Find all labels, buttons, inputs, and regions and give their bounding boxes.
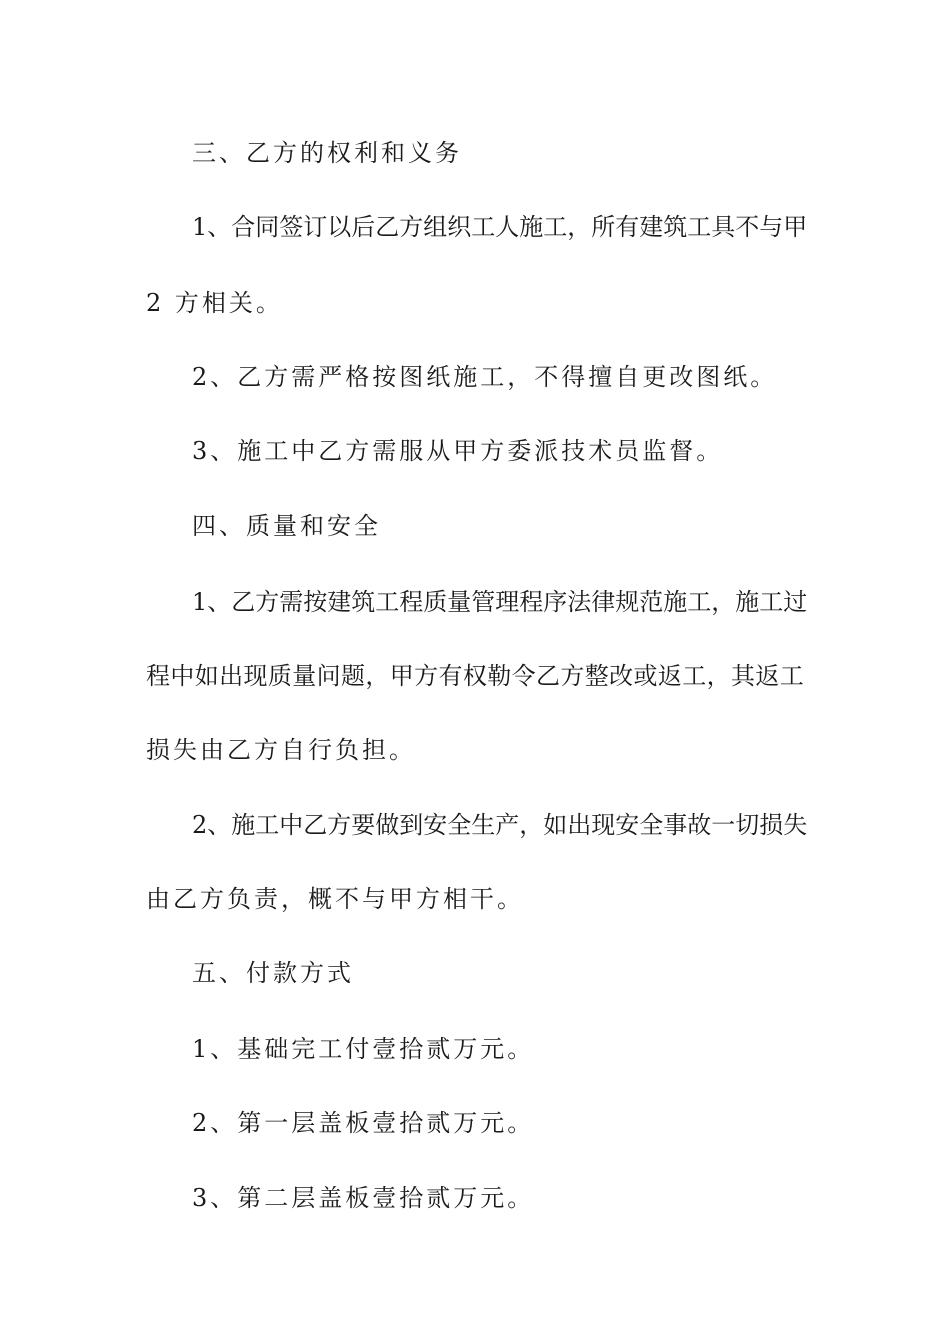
text-glyph: 故 bbox=[687, 811, 712, 839]
text-glyph: 方 bbox=[255, 588, 280, 616]
text-glyph: 损 bbox=[759, 811, 784, 839]
text-glyph: 其 bbox=[731, 662, 755, 690]
text-glyph: 施 bbox=[735, 588, 760, 616]
text-glyph: 工 bbox=[543, 213, 568, 241]
text-glyph: ， bbox=[711, 588, 736, 616]
text-glyph: 乙 bbox=[231, 588, 256, 616]
text-glyph: 改 bbox=[609, 662, 634, 690]
text-glyph: 建 bbox=[639, 213, 664, 241]
text-glyph: 按 bbox=[303, 588, 328, 616]
text-glyph: 乙 bbox=[303, 811, 328, 839]
text-glyph: 安 bbox=[423, 811, 448, 839]
text-glyph: 工 bbox=[779, 662, 804, 690]
text-glyph: 要 bbox=[351, 811, 376, 839]
text-glyph: 乙 bbox=[536, 662, 560, 690]
text-glyph: 同 bbox=[255, 213, 280, 241]
text-glyph: 做 bbox=[375, 811, 400, 839]
paragraph-line: 由乙方负责，概不与甲方相干。 bbox=[146, 885, 524, 913]
text-glyph: 问 bbox=[316, 662, 341, 690]
text-glyph: 、 bbox=[207, 811, 232, 839]
text-glyph: 与 bbox=[759, 213, 784, 241]
paragraph-line: 3、施工中乙方需服从甲方委派技术员监督。 bbox=[192, 437, 724, 465]
text-glyph: 具 bbox=[711, 213, 736, 241]
text-glyph: 量 bbox=[292, 662, 317, 690]
text-glyph: 施 bbox=[663, 588, 688, 616]
text-glyph: 工 bbox=[759, 588, 784, 616]
text-glyph: 工 bbox=[687, 588, 712, 616]
text-glyph: 或 bbox=[633, 662, 658, 690]
text-glyph: 勒 bbox=[487, 662, 512, 690]
section-heading-3: 三、乙方的权利和义务 bbox=[192, 139, 462, 167]
text-glyph: 工 bbox=[471, 213, 496, 241]
text-glyph: 、 bbox=[207, 213, 232, 241]
text-glyph: 组 bbox=[423, 213, 448, 241]
text-glyph: 质 bbox=[267, 662, 292, 690]
text-glyph: 全 bbox=[447, 811, 472, 839]
text-glyph: ， bbox=[365, 662, 390, 690]
text-glyph: 律 bbox=[591, 588, 616, 616]
paragraph-line bbox=[146, 661, 804, 691]
text-glyph: 方 bbox=[399, 213, 424, 241]
paragraph-line: 2、乙方需严格按图纸施工，不得擅自更改图纸。 bbox=[192, 363, 778, 391]
text-glyph: 不 bbox=[735, 213, 760, 241]
text-glyph: 需 bbox=[279, 588, 304, 616]
paragraph-line: 1、基础完工付壹拾贰万元。 bbox=[192, 1035, 535, 1063]
text-glyph: 程 bbox=[399, 588, 424, 616]
text-glyph: 工 bbox=[682, 662, 707, 690]
text-glyph: 事 bbox=[663, 811, 688, 839]
text-glyph: ， bbox=[567, 213, 592, 241]
text-glyph: 产 bbox=[495, 811, 520, 839]
text-glyph: 1 bbox=[192, 213, 208, 241]
text-glyph: 2 bbox=[192, 811, 208, 839]
text-glyph: 有 bbox=[438, 662, 463, 690]
text-glyph: 方 bbox=[327, 811, 352, 839]
text-glyph: ， bbox=[706, 662, 731, 690]
text-glyph: 订 bbox=[303, 213, 328, 241]
text-glyph: 出 bbox=[219, 662, 244, 690]
text-glyph: 令 bbox=[511, 662, 536, 690]
text-glyph: 、 bbox=[207, 588, 232, 616]
text-glyph: 甲 bbox=[783, 213, 808, 241]
text-glyph: 管 bbox=[471, 588, 496, 616]
text-glyph: 工 bbox=[375, 588, 400, 616]
text-glyph: 筑 bbox=[351, 588, 376, 616]
text-glyph: 人 bbox=[495, 213, 520, 241]
paragraph-line bbox=[192, 587, 808, 617]
text-glyph: 现 bbox=[243, 662, 268, 690]
text-glyph: 一 bbox=[711, 811, 736, 839]
text-glyph: 现 bbox=[591, 811, 616, 839]
text-glyph: 如 bbox=[194, 662, 219, 690]
text-glyph: 所 bbox=[591, 213, 616, 241]
text-glyph: 签 bbox=[279, 213, 304, 241]
paragraph-line bbox=[192, 810, 808, 840]
text-glyph: 工 bbox=[687, 213, 712, 241]
paragraph-line: 2、第一层盖板壹拾贰万元。 bbox=[192, 1109, 535, 1137]
text-glyph: 过 bbox=[783, 588, 808, 616]
text-glyph: 理 bbox=[495, 588, 520, 616]
text-glyph: 有 bbox=[615, 213, 640, 241]
paragraph-line bbox=[192, 212, 808, 242]
text-glyph: 方 bbox=[414, 662, 439, 690]
text-glyph: 权 bbox=[462, 662, 487, 690]
text-glyph: 筑 bbox=[663, 213, 688, 241]
section-heading-4: 四、质量和安全 bbox=[192, 512, 381, 540]
text-glyph: 整 bbox=[584, 662, 609, 690]
text-glyph: 1 bbox=[192, 588, 208, 616]
text-glyph: 题 bbox=[341, 662, 365, 690]
text-glyph: 织 bbox=[447, 213, 472, 241]
text-glyph: 切 bbox=[735, 811, 760, 839]
text-glyph: 工 bbox=[255, 811, 280, 839]
text-glyph: 失 bbox=[783, 811, 808, 839]
text-glyph: 量 bbox=[447, 588, 472, 616]
text-glyph: 到 bbox=[399, 811, 424, 839]
text-glyph: 方 bbox=[560, 662, 585, 690]
text-glyph: 以 bbox=[327, 213, 352, 241]
text-glyph: 程 bbox=[519, 588, 544, 616]
text-glyph: 质 bbox=[423, 588, 448, 616]
text-glyph: 范 bbox=[639, 588, 664, 616]
text-glyph: 法 bbox=[567, 588, 592, 616]
text-glyph: ， bbox=[519, 811, 544, 839]
text-glyph: 出 bbox=[567, 811, 592, 839]
section-heading-5: 五、付款方式 bbox=[192, 959, 354, 987]
text-glyph: 后 bbox=[351, 213, 376, 241]
text-glyph: 合 bbox=[231, 213, 256, 241]
text-glyph: 程 bbox=[146, 662, 170, 690]
text-glyph: 甲 bbox=[389, 662, 414, 690]
paragraph-line: 损失由乙方自行负担。 bbox=[146, 736, 416, 764]
paragraph-line: 3、第二层盖板壹拾贰万元。 bbox=[192, 1184, 535, 1212]
paragraph-line: 2 方相关。 bbox=[146, 289, 283, 317]
text-glyph: 规 bbox=[615, 588, 640, 616]
text-glyph: 序 bbox=[543, 588, 568, 616]
text-glyph: 安 bbox=[615, 811, 640, 839]
text-glyph: 建 bbox=[327, 588, 352, 616]
text-glyph: 生 bbox=[471, 811, 496, 839]
text-glyph: 中 bbox=[170, 662, 195, 690]
text-glyph: 返 bbox=[657, 662, 682, 690]
text-glyph: 如 bbox=[543, 811, 568, 839]
text-glyph: 施 bbox=[231, 811, 256, 839]
text-glyph: 中 bbox=[279, 811, 304, 839]
text-glyph: 返 bbox=[755, 662, 780, 690]
text-glyph: 全 bbox=[639, 811, 664, 839]
text-glyph: 乙 bbox=[375, 213, 400, 241]
text-glyph: 施 bbox=[519, 213, 544, 241]
